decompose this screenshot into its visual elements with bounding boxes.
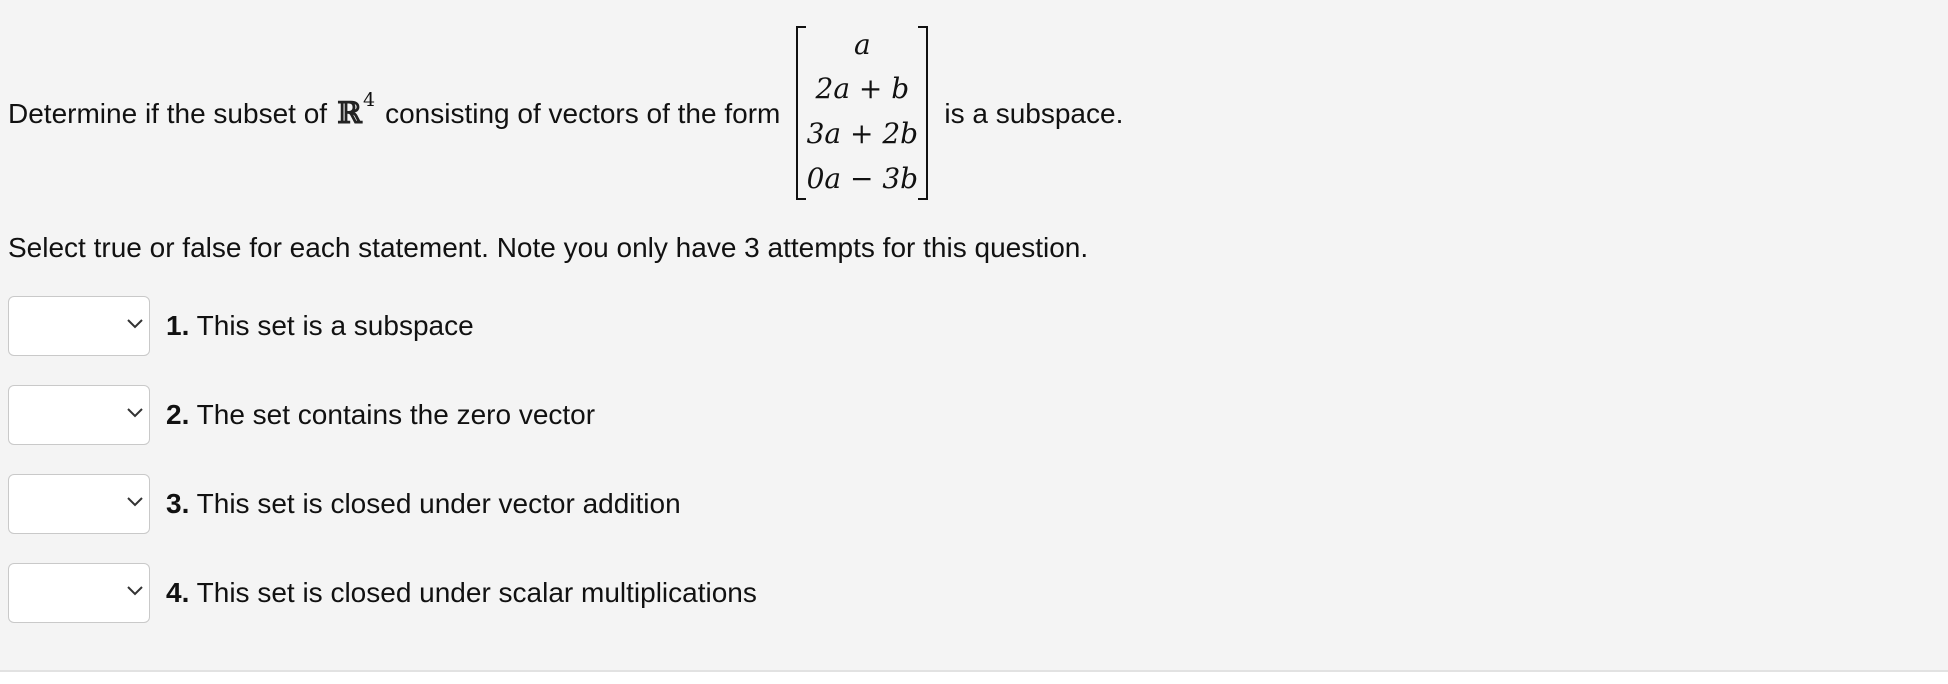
question-prefix: Determine if the subset of: [8, 98, 328, 130]
vector-entry-3: 3a + 2b: [806, 117, 919, 150]
statement-4: [166, 577, 757, 609]
chevron-down-icon: [127, 497, 143, 507]
statement-number: 3.: [166, 488, 190, 519]
statement-3: [166, 488, 681, 520]
question-middle: consisting of vectors of the form: [385, 98, 781, 130]
statement-row-2: [8, 385, 595, 445]
vector-entry-4: 0a − 3b: [806, 162, 919, 195]
answer-select-1[interactable]: [8, 296, 150, 356]
statement-row-4: [8, 563, 757, 623]
answer-select-4[interactable]: [8, 563, 150, 623]
statement-text: This set is closed under vector addition: [196, 488, 681, 519]
statement-text: This set is closed under scalar multiplications: [196, 577, 757, 608]
statement-1: [166, 310, 474, 342]
chevron-down-icon: [127, 319, 143, 329]
vector-entry-1: a: [854, 28, 871, 61]
chevron-down-icon: [127, 408, 143, 418]
question-text: [8, 26, 1123, 202]
statement-text: The set contains the zero vector: [196, 399, 596, 430]
statement-row-3: [8, 474, 681, 534]
statement-number: 4.: [166, 577, 190, 608]
question-suffix: is a subspace.: [944, 98, 1124, 130]
space-exponent: 4: [362, 88, 376, 111]
instructions-text: Select true or false for each statement. Note you only have 3 attempts for this question.: [8, 232, 1089, 263]
answer-select-3[interactable]: [8, 474, 150, 534]
vector-entry-2: 2a + b: [815, 72, 910, 105]
vector-matrix: [796, 26, 928, 202]
answer-select-2[interactable]: [8, 385, 150, 445]
chevron-down-icon: [127, 586, 143, 596]
statement-text: This set is a subspace: [196, 310, 474, 341]
statement-number: 1.: [166, 310, 190, 341]
statement-row-1: [8, 296, 474, 356]
statement-2: [166, 399, 595, 431]
statement-number: 2.: [166, 399, 190, 430]
real-space-symbol: ℝ: [337, 96, 362, 131]
